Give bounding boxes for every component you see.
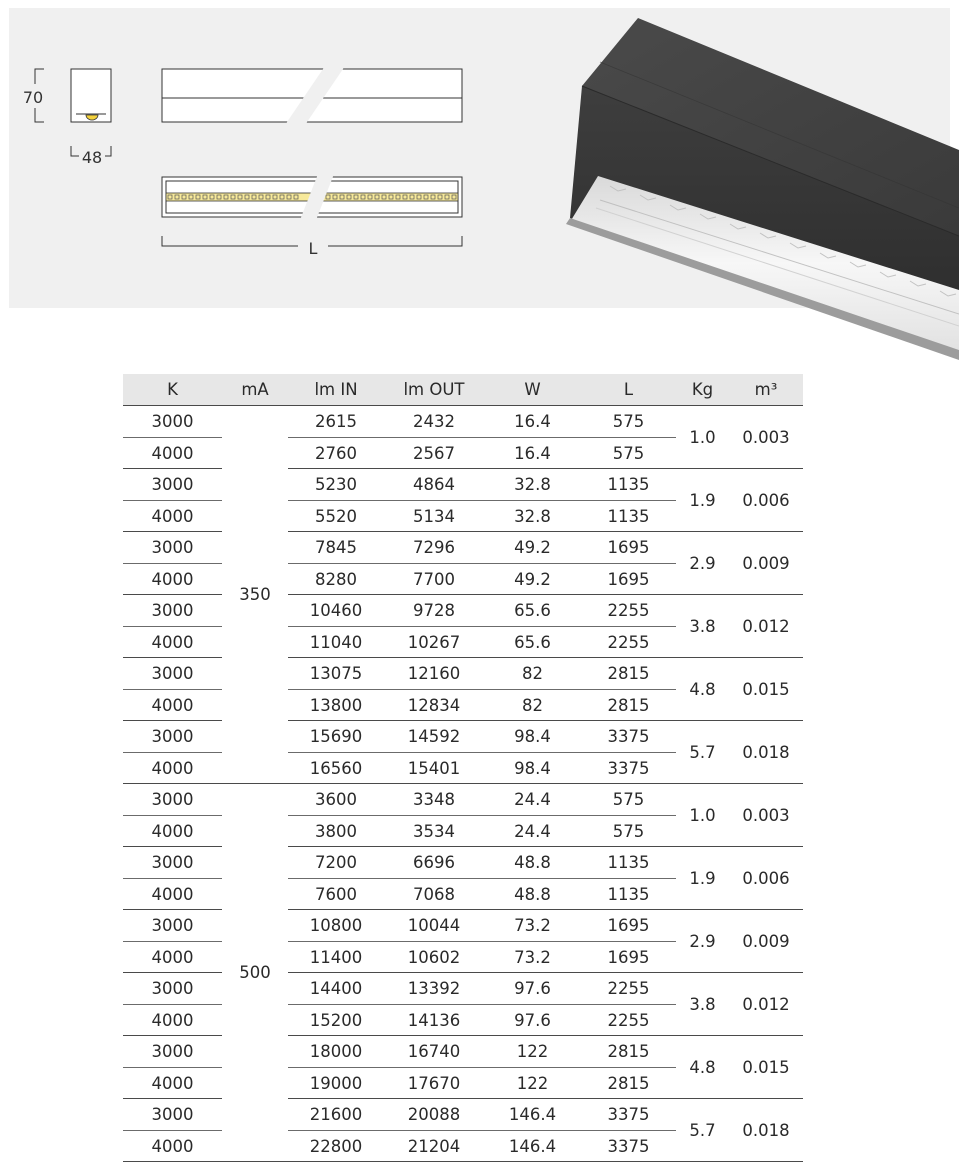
cell-k: 3000 bbox=[123, 469, 222, 501]
cell-l: 1135 bbox=[581, 469, 676, 501]
cell-kg: 3.8 bbox=[676, 973, 729, 1036]
cell-k: 4000 bbox=[123, 564, 222, 595]
cell-l: 575 bbox=[581, 784, 676, 816]
cell-lm-in: 15690 bbox=[288, 721, 384, 753]
cell-l: 2815 bbox=[581, 690, 676, 721]
cell-l: 1695 bbox=[581, 942, 676, 973]
cell-l: 2255 bbox=[581, 1005, 676, 1036]
cell-k: 4000 bbox=[123, 627, 222, 658]
dimension-height-label: 70 bbox=[22, 88, 44, 107]
cell-k: 3000 bbox=[123, 595, 222, 627]
cell-lm-out: 2432 bbox=[384, 406, 484, 438]
table-body bbox=[123, 406, 803, 1162]
cell-m3: 0.009 bbox=[729, 532, 803, 595]
cell-w: 16.4 bbox=[484, 406, 581, 438]
cell-k: 4000 bbox=[123, 879, 222, 910]
cell-w: 48.8 bbox=[484, 879, 581, 910]
cell-lm-in: 18000 bbox=[288, 1036, 384, 1068]
cell-w: 82 bbox=[484, 690, 581, 721]
cell-kg: 4.8 bbox=[676, 1036, 729, 1099]
cell-m3: 0.015 bbox=[729, 658, 803, 721]
cell-lm-out: 12834 bbox=[384, 690, 484, 721]
cell-w: 122 bbox=[484, 1036, 581, 1068]
cell-l: 3375 bbox=[581, 753, 676, 784]
dimension-width-label: 48 bbox=[81, 148, 103, 167]
cell-kg: 5.7 bbox=[676, 1099, 729, 1162]
cell-m3: 0.003 bbox=[729, 784, 803, 847]
cell-lm-in: 16560 bbox=[288, 753, 384, 784]
cell-lm-in: 13800 bbox=[288, 690, 384, 721]
cell-kg: 5.7 bbox=[676, 721, 729, 784]
cell-lm-out: 3348 bbox=[384, 784, 484, 816]
cell-k: 4000 bbox=[123, 438, 222, 469]
cell-w: 32.8 bbox=[484, 469, 581, 501]
cell-l: 2255 bbox=[581, 627, 676, 658]
cell-m3: 0.006 bbox=[729, 469, 803, 532]
cell-lm-out: 5134 bbox=[384, 501, 484, 532]
cell-w: 24.4 bbox=[484, 784, 581, 816]
header-lm-in: lm IN bbox=[288, 374, 384, 406]
cell-k: 3000 bbox=[123, 784, 222, 816]
cell-l: 575 bbox=[581, 438, 676, 469]
cell-m3: 0.012 bbox=[729, 973, 803, 1036]
header-kg: Kg bbox=[676, 374, 729, 406]
cell-l: 2255 bbox=[581, 973, 676, 1005]
cell-k: 4000 bbox=[123, 942, 222, 973]
cell-current: 350 bbox=[222, 406, 288, 784]
cell-kg: 1.9 bbox=[676, 469, 729, 532]
cell-kg: 4.8 bbox=[676, 658, 729, 721]
cell-w: 98.4 bbox=[484, 753, 581, 784]
cell-k: 4000 bbox=[123, 690, 222, 721]
cell-l: 3375 bbox=[581, 1131, 676, 1162]
cell-m3: 0.018 bbox=[729, 721, 803, 784]
cell-k: 3000 bbox=[123, 721, 222, 753]
cell-lm-in: 10800 bbox=[288, 910, 384, 942]
cell-lm-out: 14592 bbox=[384, 721, 484, 753]
cell-w: 32.8 bbox=[484, 501, 581, 532]
cell-k: 3000 bbox=[123, 658, 222, 690]
cell-kg: 1.0 bbox=[676, 784, 729, 847]
cell-l: 1135 bbox=[581, 501, 676, 532]
cell-k: 4000 bbox=[123, 1068, 222, 1099]
cell-lm-out: 2567 bbox=[384, 438, 484, 469]
cell-w: 97.6 bbox=[484, 1005, 581, 1036]
cell-k: 4000 bbox=[123, 1005, 222, 1036]
cell-lm-out: 10044 bbox=[384, 910, 484, 942]
cell-k: 3000 bbox=[123, 406, 222, 438]
cell-lm-out: 13392 bbox=[384, 973, 484, 1005]
table-row bbox=[123, 784, 803, 816]
cell-l: 2255 bbox=[581, 595, 676, 627]
cell-kg: 1.0 bbox=[676, 406, 729, 469]
cell-w: 146.4 bbox=[484, 1099, 581, 1131]
header-lm-out: lm OUT bbox=[384, 374, 484, 406]
cell-w: 98.4 bbox=[484, 721, 581, 753]
cell-w: 73.2 bbox=[484, 910, 581, 942]
header-ma: mA bbox=[222, 374, 288, 406]
cell-l: 1135 bbox=[581, 879, 676, 910]
cell-l: 2815 bbox=[581, 1068, 676, 1099]
cell-lm-out: 14136 bbox=[384, 1005, 484, 1036]
cell-w: 48.8 bbox=[484, 847, 581, 879]
cell-l: 1695 bbox=[581, 910, 676, 942]
cell-l: 1135 bbox=[581, 847, 676, 879]
cell-m3: 0.003 bbox=[729, 406, 803, 469]
cell-k: 3000 bbox=[123, 910, 222, 942]
cell-k: 3000 bbox=[123, 973, 222, 1005]
cell-k: 4000 bbox=[123, 816, 222, 847]
specifications-table bbox=[123, 374, 803, 1162]
cell-w: 82 bbox=[484, 658, 581, 690]
cell-lm-out: 20088 bbox=[384, 1099, 484, 1131]
cell-k: 3000 bbox=[123, 1099, 222, 1131]
header-k: K bbox=[123, 374, 222, 406]
cell-lm-out: 17670 bbox=[384, 1068, 484, 1099]
cell-m3: 0.018 bbox=[729, 1099, 803, 1162]
cell-current: 500 bbox=[222, 784, 288, 1162]
cell-l: 2815 bbox=[581, 658, 676, 690]
cell-kg: 1.9 bbox=[676, 847, 729, 910]
cell-lm-out: 12160 bbox=[384, 658, 484, 690]
cell-lm-in: 3800 bbox=[288, 816, 384, 847]
cell-lm-out: 21204 bbox=[384, 1131, 484, 1162]
cell-k: 3000 bbox=[123, 532, 222, 564]
cell-lm-in: 14400 bbox=[288, 973, 384, 1005]
cell-w: 65.6 bbox=[484, 595, 581, 627]
cell-lm-out: 7068 bbox=[384, 879, 484, 910]
header-m3: m³ bbox=[729, 374, 803, 406]
cell-m3: 0.006 bbox=[729, 847, 803, 910]
cell-lm-in: 21600 bbox=[288, 1099, 384, 1131]
cell-l: 2815 bbox=[581, 1036, 676, 1068]
cell-lm-out: 6696 bbox=[384, 847, 484, 879]
cell-k: 3000 bbox=[123, 847, 222, 879]
cell-lm-in: 22800 bbox=[288, 1131, 384, 1162]
header-l: L bbox=[581, 374, 676, 406]
cell-l: 3375 bbox=[581, 1099, 676, 1131]
cell-lm-out: 10267 bbox=[384, 627, 484, 658]
cell-lm-in: 13075 bbox=[288, 658, 384, 690]
cell-lm-in: 10460 bbox=[288, 595, 384, 627]
cell-k: 4000 bbox=[123, 1131, 222, 1162]
cell-lm-out: 7700 bbox=[384, 564, 484, 595]
cell-kg: 2.9 bbox=[676, 532, 729, 595]
header-w: W bbox=[484, 374, 581, 406]
cell-w: 97.6 bbox=[484, 973, 581, 1005]
cell-lm-in: 19000 bbox=[288, 1068, 384, 1099]
cell-lm-out: 9728 bbox=[384, 595, 484, 627]
cell-w: 73.2 bbox=[484, 942, 581, 973]
cell-l: 575 bbox=[581, 406, 676, 438]
cell-l: 3375 bbox=[581, 721, 676, 753]
cell-w: 146.4 bbox=[484, 1131, 581, 1162]
cell-l: 1695 bbox=[581, 564, 676, 595]
cell-lm-out: 3534 bbox=[384, 816, 484, 847]
cell-lm-in: 5230 bbox=[288, 469, 384, 501]
cell-lm-in: 11040 bbox=[288, 627, 384, 658]
cell-kg: 2.9 bbox=[676, 910, 729, 973]
cell-lm-in: 2615 bbox=[288, 406, 384, 438]
cell-lm-out: 4864 bbox=[384, 469, 484, 501]
cell-lm-in: 11400 bbox=[288, 942, 384, 973]
cell-k: 4000 bbox=[123, 501, 222, 532]
cell-m3: 0.009 bbox=[729, 910, 803, 973]
cell-kg: 3.8 bbox=[676, 595, 729, 658]
cell-w: 122 bbox=[484, 1068, 581, 1099]
cell-w: 49.2 bbox=[484, 532, 581, 564]
cell-lm-in: 3600 bbox=[288, 784, 384, 816]
cell-w: 49.2 bbox=[484, 564, 581, 595]
cell-l: 1695 bbox=[581, 532, 676, 564]
cell-lm-out: 7296 bbox=[384, 532, 484, 564]
cell-w: 24.4 bbox=[484, 816, 581, 847]
cell-lm-out: 16740 bbox=[384, 1036, 484, 1068]
dimension-length-label: L bbox=[308, 239, 318, 258]
cell-lm-in: 7200 bbox=[288, 847, 384, 879]
cell-w: 16.4 bbox=[484, 438, 581, 469]
cell-lm-in: 15200 bbox=[288, 1005, 384, 1036]
cell-lm-in: 2760 bbox=[288, 438, 384, 469]
cell-lm-in: 7845 bbox=[288, 532, 384, 564]
cell-m3: 0.012 bbox=[729, 595, 803, 658]
cell-lm-in: 8280 bbox=[288, 564, 384, 595]
cell-k: 3000 bbox=[123, 1036, 222, 1068]
product-render bbox=[0, 0, 959, 370]
cell-lm-in: 7600 bbox=[288, 879, 384, 910]
cell-lm-out: 10602 bbox=[384, 942, 484, 973]
cell-m3: 0.015 bbox=[729, 1036, 803, 1099]
cell-k: 4000 bbox=[123, 753, 222, 784]
cell-l: 575 bbox=[581, 816, 676, 847]
cell-lm-in: 5520 bbox=[288, 501, 384, 532]
cell-lm-out: 15401 bbox=[384, 753, 484, 784]
cell-w: 65.6 bbox=[484, 627, 581, 658]
table-header bbox=[123, 374, 803, 406]
table-row bbox=[123, 406, 803, 438]
